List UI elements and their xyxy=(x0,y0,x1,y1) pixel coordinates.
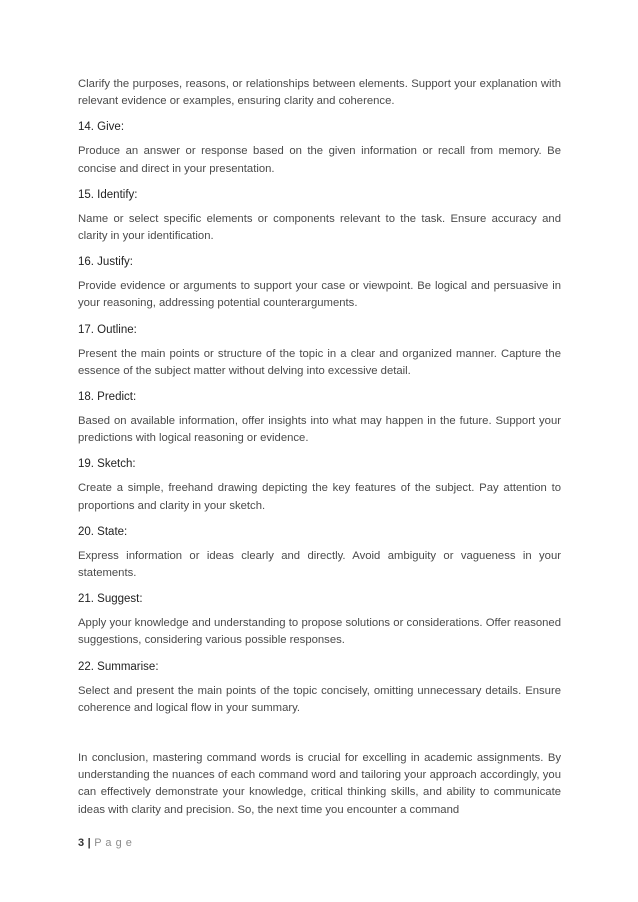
item-heading: 22. Summarise: xyxy=(78,660,159,673)
item-body: Produce an answer or response based on the given information or recall from memory. Be concise and direct in your presentation. xyxy=(78,145,561,175)
command-word-item xyxy=(78,188,561,245)
item-body: Name or select specific elements or components relevant to the task. Ensure accuracy and clarity in your identification. xyxy=(78,212,561,243)
intro-paragraph: Clarify the purposes, reasons, or relationships between elements. Support your explanation with relevant evidence or examples, ensuring clarity and coherence. xyxy=(78,78,561,108)
command-word-item xyxy=(78,592,561,649)
item-heading: 18. Predict: xyxy=(78,391,137,404)
footer-separator: | xyxy=(87,837,92,849)
command-word-item xyxy=(78,660,561,717)
command-word-item xyxy=(78,323,561,380)
page-footer xyxy=(78,836,132,850)
item-body: Select and present the main points of the topic concisely, omitting unnecessary details. Ensure coherence and logical flow in your summary. xyxy=(78,684,561,714)
item-body: Apply your knowledge and understanding to propose solutions or considerations. Offer reasoned suggestions, considering various possible responses. xyxy=(78,617,561,647)
conclusion-paragraph: In conclusion, mastering command words is crucial for excelling in academic assignments. By understanding the nuances of each command word and tailoring your approach accordingly, you can effectively demonstrate your knowledge, critical thinking skills, and ability to communicate ideas with clarity and precision. So, the next time you encounter a command xyxy=(78,752,561,816)
item-body: Create a simple, freehand drawing depicting the key features of the subject. Pay attention to proportions and clarity in your sketch. xyxy=(78,482,561,512)
item-heading: 21. Suggest: xyxy=(78,593,143,606)
command-word-item xyxy=(78,390,561,447)
page-content xyxy=(78,76,561,819)
page-number: 3 xyxy=(78,837,85,849)
command-word-item xyxy=(78,525,561,582)
command-word-item xyxy=(78,255,561,312)
item-body: Present the main points or structure of the topic in a clear and organized manner. Capture the essence of the subject matter without delving into excessive detail. xyxy=(78,347,561,377)
item-heading: 14. Give: xyxy=(78,121,125,134)
command-word-item xyxy=(78,120,561,177)
item-heading: 15. Identify: xyxy=(78,188,138,201)
item-body: Provide evidence or arguments to support your case or viewpoint. Be logical and persuasive in your reasoning, addressing potential counterarguments. xyxy=(78,280,561,310)
item-heading: 20. State: xyxy=(78,525,128,538)
item-heading: 19. Sketch: xyxy=(78,458,136,471)
item-heading: 16. Justify: xyxy=(78,256,133,269)
item-body: Express information or ideas clearly and directly. Avoid ambiguity or vagueness in your statements. xyxy=(78,549,561,580)
item-body: Based on available information, offer insights into what may happen in the future. Support your predictions with logical reasoning or evidence. xyxy=(78,415,561,445)
page-label: P a g e xyxy=(94,837,133,849)
command-word-item xyxy=(78,457,561,514)
item-heading: 17. Outline: xyxy=(78,323,137,336)
